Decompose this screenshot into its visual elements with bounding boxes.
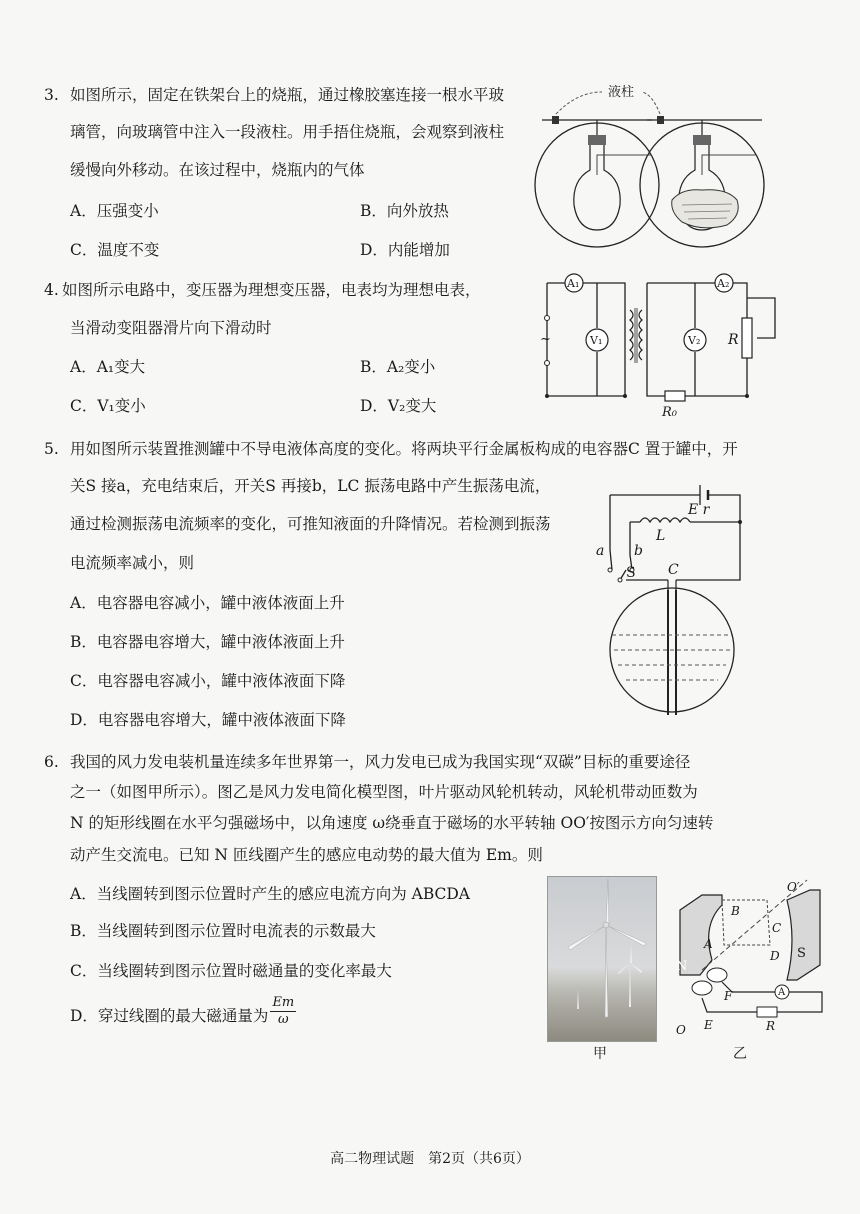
coil-c-label: C (772, 921, 782, 935)
q3-flask-figure (532, 80, 802, 260)
q3-number: 3. (44, 86, 59, 104)
q4-source-label: ~ (540, 332, 551, 347)
q3-option-c: C．温度不变 (70, 241, 160, 259)
q6-number: 6. (44, 753, 59, 771)
q5-line-4: 电流频率减小，则 (70, 554, 195, 572)
q5-lc-figure (590, 470, 750, 730)
q6-option-a: A．当线圈转到图示位置时产生的感应电流方向为 ABCDA (70, 885, 470, 903)
page-footer: 高二物理试题 第2页（共6页） (330, 1151, 530, 1167)
q4-option-d: D．V₂变大 (360, 397, 437, 415)
q3-line-3: 缓慢向外移动。在该过程中，烧瓶内的气体 (70, 161, 365, 179)
q5-option-d: D．电容器电容增大，罐中液体液面下降 (70, 711, 346, 729)
q3-option-a: A．压强变小 (70, 202, 159, 220)
q5-s-label: S (626, 565, 636, 581)
q4-number: 4. (44, 281, 59, 299)
q6-line-4: 动产生交流电。已知 N 匝线圈产生的感应电动势的最大值为 Em。则 (70, 846, 543, 864)
q5-line-1: 用如图所示装置推测罐中不导电液体高度的变化。将两块平行金属板构成的电容器C 置于罐中，开 (70, 440, 738, 458)
q6-line-1: 我国的风力发电装机量连续多年世界第一，风力发电已成为我国实现“双碳”目标的重要途径 (70, 753, 691, 771)
q4-option-c: C．V₁变小 (70, 397, 146, 415)
q4-a2-label: A₂ (717, 277, 730, 290)
q3-option-d: D．内能增加 (360, 241, 450, 259)
q6-formula-denominator: ω (278, 1011, 289, 1027)
q4-line-2: 当滑动变阻器滑片向下滑动时 (70, 319, 272, 337)
magnet-n-label: N (676, 959, 688, 974)
q6-formula (270, 995, 296, 1028)
axis-o-prime-label: O′ (787, 880, 800, 894)
q5-c-label: C (668, 562, 679, 578)
coil-d-label: D (770, 949, 780, 963)
brush-f-label: F (724, 989, 733, 1003)
q4-r0-label: R₀ (662, 405, 677, 420)
q6-option-c: C．当线圈转到图示位置时磁通量的变化率最大 (70, 962, 392, 980)
q4-option-a: A．A₁变大 (70, 358, 146, 376)
q5-l-label: L (656, 528, 666, 544)
q6-option-d-text: D．穿过线圈的最大磁通量为 (70, 1007, 269, 1025)
magnet-s-label: S (797, 946, 806, 961)
q5-option-c: C．电容器电容减小，罐中液体液面下降 (70, 672, 346, 690)
ammeter-label: A (778, 987, 786, 998)
resistor-r-label: R (766, 1019, 776, 1033)
q6-option-d (70, 994, 296, 1028)
q4-a1-label: A₁ (567, 277, 580, 290)
q5-line-3: 通过检测振荡电流频率的变化，可推知液面的升降情况。若检测到振荡 (70, 515, 551, 533)
q5-a-label: a (596, 543, 605, 559)
q3-line-2: 璃管，向玻璃管中注入一段液柱。用手捂住烧瓶，会观察到液柱 (70, 123, 505, 141)
q4-line-1: 如图所示电路中，变压器为理想变压器，电表均为理想电表， (62, 281, 481, 299)
wind-turbine-photo (547, 876, 657, 1042)
q6-formula-numerator: Em (272, 994, 295, 1010)
brush-e-label: E (704, 1018, 713, 1032)
q6-line-2: 之一（如图甲所示）。图乙是风力发电简化模型图，叶片驱动风轮机转动，风轮机带动匝数为 (70, 783, 698, 801)
coil-a-label: A (704, 937, 713, 951)
coil-b-label: B (731, 904, 740, 918)
q3-liquid-label: 液柱 (608, 85, 635, 100)
q4-v1-label: V₁ (590, 334, 603, 347)
q3-option-b: B．向外放热 (360, 202, 449, 220)
q5-er-label: E r (688, 502, 710, 518)
q4-v2-label: V₂ (688, 334, 701, 347)
caption-yi: 乙 (733, 1046, 747, 1062)
q5-option-b: B．电容器电容增大，罐中液体液面上升 (70, 633, 345, 651)
q3-line-1: 如图所示，固定在铁架台上的烧瓶，通过橡胶塞连接一根水平玻 (70, 86, 505, 104)
q4-r-label: R (728, 332, 739, 348)
q5-option-a: A．电容器电容减小，罐中液体液面上升 (70, 594, 345, 612)
generator-model-figure (672, 870, 832, 1050)
caption-jia: 甲 (593, 1046, 607, 1062)
q5-number: 5. (44, 440, 59, 458)
q4-option-b: B．A₂变小 (360, 358, 436, 376)
q6-option-b: B．当线圈转到图示位置时电流表的示数最大 (70, 922, 376, 940)
axis-o-label: O (676, 1023, 686, 1037)
q5-b-label: b (634, 543, 643, 559)
q6-line-3: N 的矩形线圈在水平匀强磁场中，以角速度 ω绕垂直于磁场的水平转轴 OO′按图示方向匀速转 (70, 814, 714, 832)
q5-line-2: 关S 接a，充电结束后，开关S 再接b，LC 振荡电路中产生振荡电流， (70, 477, 551, 495)
